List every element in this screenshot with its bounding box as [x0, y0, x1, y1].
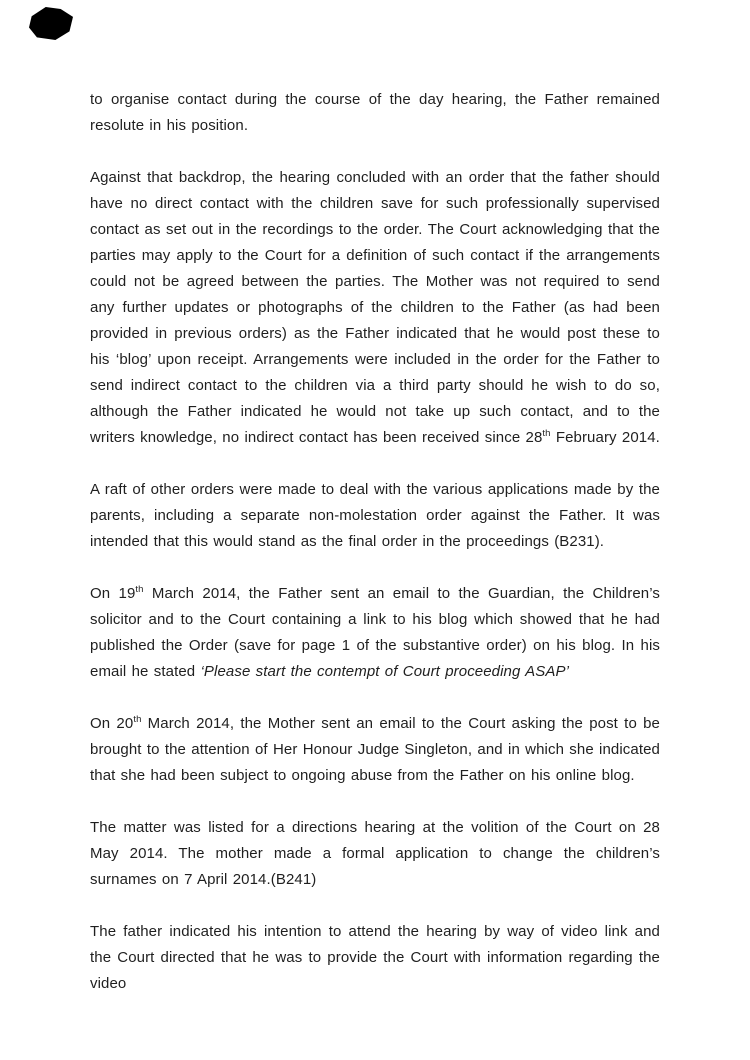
text-segment: th: [135, 584, 144, 595]
para-4: [90, 581, 660, 685]
text-segment: On 19: [90, 585, 136, 602]
text-segment: Against that backdrop, the hearing concluded with an order that the father should have no direct contact with the children save for such professionally supervised contact as set out in the recordings to the order. The Court acknowledging that the parties may apply to the Court for a definition of such contact if the arrangements could not be agreed between the parties. The Mother was not required to send any further updates or photographs of the children to the Father (as had been provided in previous orders) as the Father indicated that he would post these to his ‘blog’ upon receipt. Arrangements were included in the order for the Father to send indirect contact to the children via a third party should he wish to do so, although the Father indicated he would not take up such contact, and to the writers knowledge, no indirect contact has been received since 28: [90, 169, 660, 446]
text-segment: The father indicated his intention to attend the hearing by way of video link and the Court directed that he was to provide the Court with information regarding the video: [90, 923, 660, 992]
text-segment: th: [542, 428, 551, 439]
text-segment: On 20: [90, 715, 134, 732]
para-5: [90, 711, 660, 789]
text-segment: to organise contact during the course of the day hearing, the Father remained resolute in his position.: [90, 91, 660, 134]
para-6: [90, 815, 660, 893]
para-1: [90, 87, 660, 139]
para-2: [90, 165, 660, 451]
text-segment: ‘Please start the contempt of Court proceeding ASAP’: [200, 663, 570, 680]
para-3: [90, 477, 660, 555]
para-7: [90, 919, 660, 997]
document-body: [90, 87, 660, 997]
text-segment: The matter was listed for a directions hearing at the volition of the Court on 28 May 2014. The mother made a formal application to change the children’s surnames on 7 April 2014.(B241): [90, 819, 660, 888]
text-segment: March 2014, the Mother sent an email to the Court asking the post to be brought to the attention of Her Honour Judge Singleton, and in which she indicated that she had been subject to ongoing abuse from the Father on his online blog.: [90, 715, 660, 784]
text-segment: February 2014.: [550, 429, 660, 446]
text-segment: March 2014, the Father sent an email to the Guardian, the Children’s solicitor and to the Court containing a link to his blog which showed that he had published the Order (save for page 1 of the substantive order) on his blog. In his email he stated: [90, 585, 660, 680]
text-segment: A raft of other orders were made to deal with the various applications made by the parents, including a separate non-molestation order against the Father. It was intended that this would stand as the final order in the proceedings (B231).: [90, 481, 660, 550]
ink-blot-mark: [29, 7, 73, 40]
text-segment: th: [133, 714, 142, 725]
